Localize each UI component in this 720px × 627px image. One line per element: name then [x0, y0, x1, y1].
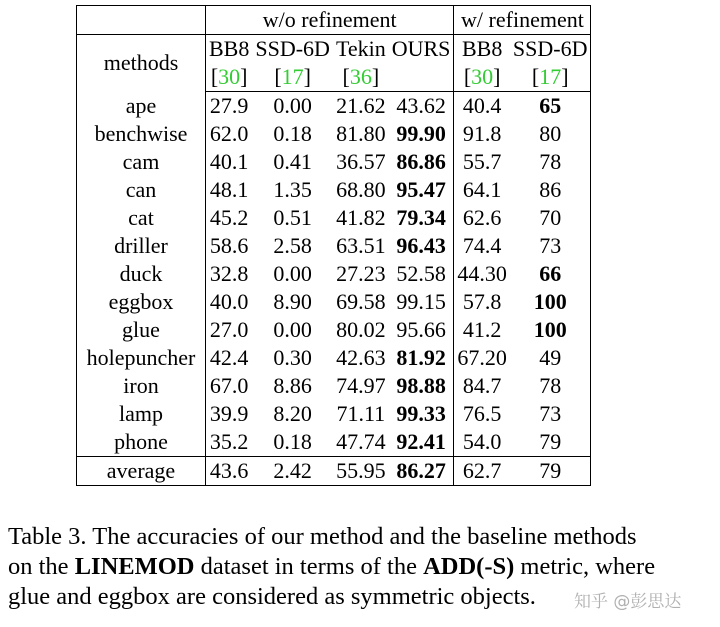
value-cell: 52.58	[396, 261, 446, 286]
value-cell: 64.1	[454, 176, 510, 204]
value-cell: 55.95	[336, 458, 386, 483]
value-cell: 48.1	[206, 176, 253, 204]
group-header-row	[77, 6, 591, 35]
bracket-close: ]	[303, 64, 311, 89]
column-reference	[252, 63, 333, 92]
value-cell: 41.2	[454, 316, 510, 344]
table-row	[77, 400, 591, 428]
table-row	[77, 120, 591, 148]
column-header: SSD-6D	[512, 36, 588, 61]
value-cell	[389, 204, 454, 232]
value-cell: 42.63	[336, 345, 386, 370]
best-value: 79.34	[396, 205, 446, 230]
value-cell: 43.62	[396, 93, 446, 118]
value-cell: 0.00	[273, 261, 312, 286]
value-cell	[389, 232, 454, 260]
value-cell: 81.80	[336, 121, 386, 146]
column-reference	[206, 63, 253, 92]
caption-line-3: glue and eggbox are considered as symmetric objects.	[8, 583, 536, 610]
best-value: 95.47	[396, 177, 446, 202]
caption-line-2	[8, 552, 716, 582]
value-cell: 40.0	[206, 288, 253, 316]
bracket-open: [	[342, 64, 350, 89]
value-cell: 0.51	[273, 205, 312, 230]
value-cell: 74.4	[454, 232, 510, 260]
value-cell: 49	[539, 345, 562, 370]
column-header: OURS	[391, 36, 451, 61]
object-label: ape	[125, 92, 157, 118]
best-value: 99.90	[396, 121, 446, 146]
column-reference	[333, 63, 389, 92]
value-cell: 40.1	[206, 148, 253, 176]
object-label: cat	[128, 205, 154, 230]
group-header-w-refinement: w/ refinement	[454, 6, 591, 35]
corner-cell	[77, 6, 206, 35]
object-label: can	[125, 177, 157, 202]
citation-link[interactable]: 30	[471, 64, 494, 89]
best-value: 66	[539, 261, 562, 286]
caption-metric-name: ADD(-S)	[423, 553, 515, 580]
table-row	[77, 372, 591, 400]
table-row	[77, 148, 591, 176]
best-value: 96.43	[396, 233, 446, 258]
value-cell: 79	[539, 458, 562, 483]
best-value: 86.86	[396, 149, 446, 174]
value-cell: 41.82	[336, 205, 386, 230]
best-value: 100	[533, 317, 567, 342]
citation-link[interactable]: 30	[218, 64, 241, 89]
value-cell: 8.90	[273, 289, 312, 314]
caption-text: on the	[8, 553, 75, 580]
value-cell	[389, 120, 454, 148]
table-row	[77, 260, 591, 288]
value-cell: 84.7	[454, 372, 510, 400]
object-label: cam	[122, 149, 160, 174]
value-cell: 78	[539, 149, 562, 174]
best-value: 65	[539, 93, 562, 118]
value-cell: 0.00	[273, 93, 312, 118]
value-cell	[389, 428, 454, 457]
value-cell: 55.7	[454, 148, 510, 176]
citation-link[interactable]: 17	[539, 64, 562, 89]
value-cell: 8.86	[273, 373, 312, 398]
bracket-close: ]	[240, 64, 248, 89]
value-cell: 2.42	[273, 458, 312, 483]
object-label: eggbox	[108, 289, 174, 314]
column-header: BB8	[206, 35, 253, 64]
value-cell	[389, 457, 454, 486]
column-header: BB8	[454, 35, 510, 64]
value-cell	[510, 92, 591, 121]
value-cell: 36.57	[336, 149, 386, 174]
value-cell	[510, 260, 591, 288]
value-cell: 71.11	[336, 401, 386, 426]
best-value: 92.41	[396, 429, 446, 454]
value-cell	[510, 316, 591, 344]
bracket-close: ]	[561, 64, 569, 89]
value-cell: 62.6	[454, 204, 510, 232]
column-header: SSD-6D	[255, 36, 330, 61]
citation-link[interactable]: 17	[281, 64, 304, 89]
value-cell: 1.35	[273, 177, 312, 202]
value-cell: 80.02	[336, 317, 386, 342]
citation-link[interactable]: 36	[349, 64, 372, 89]
bracket-open: [	[531, 64, 540, 89]
methods-header: methods	[103, 50, 179, 76]
table-body	[77, 92, 591, 457]
value-cell: 45.2	[206, 204, 253, 232]
caption-text: dataset in terms of the	[194, 553, 424, 580]
value-cell: 27.9	[206, 92, 253, 121]
value-cell	[389, 372, 454, 400]
object-label: phone	[77, 428, 206, 457]
table-row	[77, 92, 591, 121]
object-label: iron	[123, 373, 159, 398]
bracket-open: [	[274, 64, 282, 89]
watermark: 知乎 @彭思达	[574, 592, 682, 612]
value-cell: 0.00	[273, 317, 312, 342]
value-cell: 73	[539, 233, 562, 258]
value-cell	[389, 176, 454, 204]
value-cell	[389, 148, 454, 176]
table-row	[77, 204, 591, 232]
best-value: 86.27	[396, 458, 446, 483]
object-label: driller	[114, 233, 168, 258]
bracket-close: ]	[371, 64, 380, 89]
table-row	[77, 344, 591, 372]
value-cell: 0.30	[273, 345, 312, 370]
bracket-close: ]	[493, 64, 501, 89]
table-row	[77, 288, 591, 316]
caption-text: metric, where	[514, 553, 656, 580]
value-cell: 42.4	[206, 344, 253, 372]
value-cell: 63.51	[336, 233, 386, 258]
best-value: 81.92	[396, 345, 446, 370]
column-reference	[510, 63, 591, 92]
value-cell: 8.20	[273, 401, 312, 426]
value-cell: 69.58	[336, 289, 386, 314]
value-cell: 62.0	[206, 120, 253, 148]
object-label: benchwise	[94, 121, 188, 146]
value-cell	[510, 288, 591, 316]
caption-dataset-name: LINEMOD	[74, 553, 195, 580]
column-header-row	[77, 35, 591, 64]
value-cell: 44.30	[454, 260, 510, 288]
value-cell: 86	[539, 177, 562, 202]
results-table	[76, 5, 591, 486]
value-cell: 99.15	[396, 289, 446, 314]
value-cell: 57.8	[454, 288, 510, 316]
value-cell: 21.62	[336, 93, 386, 118]
value-cell: 74.97	[336, 373, 386, 398]
best-value: 99.33	[396, 401, 446, 426]
value-cell: 27.23	[336, 261, 386, 286]
column-reference	[389, 63, 454, 92]
object-label: glue	[122, 317, 160, 342]
column-reference	[454, 63, 510, 92]
value-cell: 58.6	[206, 232, 253, 260]
value-cell: 54.0	[454, 428, 510, 457]
best-value: 98.88	[396, 373, 446, 398]
value-cell: 47.74	[333, 428, 389, 457]
value-cell: 91.8	[454, 120, 510, 148]
average-row	[77, 457, 591, 486]
value-cell: 68.80	[336, 177, 386, 202]
value-cell	[389, 344, 454, 372]
value-cell: 76.5	[454, 400, 510, 428]
value-cell	[389, 400, 454, 428]
average-label: average	[106, 458, 176, 483]
value-cell: 67.0	[206, 372, 253, 400]
best-value: 100	[533, 289, 567, 314]
value-cell: 80	[539, 121, 562, 146]
value-cell: 2.58	[273, 233, 312, 258]
object-label: duck	[119, 261, 163, 286]
column-header: Tekin	[335, 36, 386, 61]
table-row	[77, 428, 591, 457]
value-cell: 35.2	[206, 428, 253, 457]
object-label: holepuncher	[86, 345, 196, 370]
object-label: lamp	[119, 401, 163, 426]
bracket-open: [	[210, 64, 219, 89]
value-cell: 43.6	[206, 457, 253, 486]
table-row	[77, 232, 591, 260]
value-cell: 78	[539, 373, 562, 398]
table-row	[77, 176, 591, 204]
value-cell: 70	[539, 205, 562, 230]
value-cell: 0.41	[273, 149, 312, 174]
value-cell: 40.4	[454, 92, 510, 121]
bracket-open: [	[463, 64, 472, 89]
value-cell: 27.0	[206, 316, 253, 344]
table-row	[77, 316, 591, 344]
value-cell: 95.66	[396, 317, 446, 342]
value-cell: 62.7	[454, 457, 510, 486]
value-cell: 79	[510, 428, 591, 457]
value-cell: 32.8	[206, 260, 253, 288]
value-cell: 39.9	[206, 400, 253, 428]
group-header-wo-refinement: w/o refinement	[206, 6, 454, 35]
value-cell: 0.18	[273, 121, 312, 146]
value-cell: 67.20	[454, 344, 510, 372]
value-cell: 73	[539, 401, 562, 426]
value-cell: 0.18	[252, 428, 333, 457]
caption-line-1: Table 3. The accuracies of our method and the baseline methods	[8, 523, 637, 550]
